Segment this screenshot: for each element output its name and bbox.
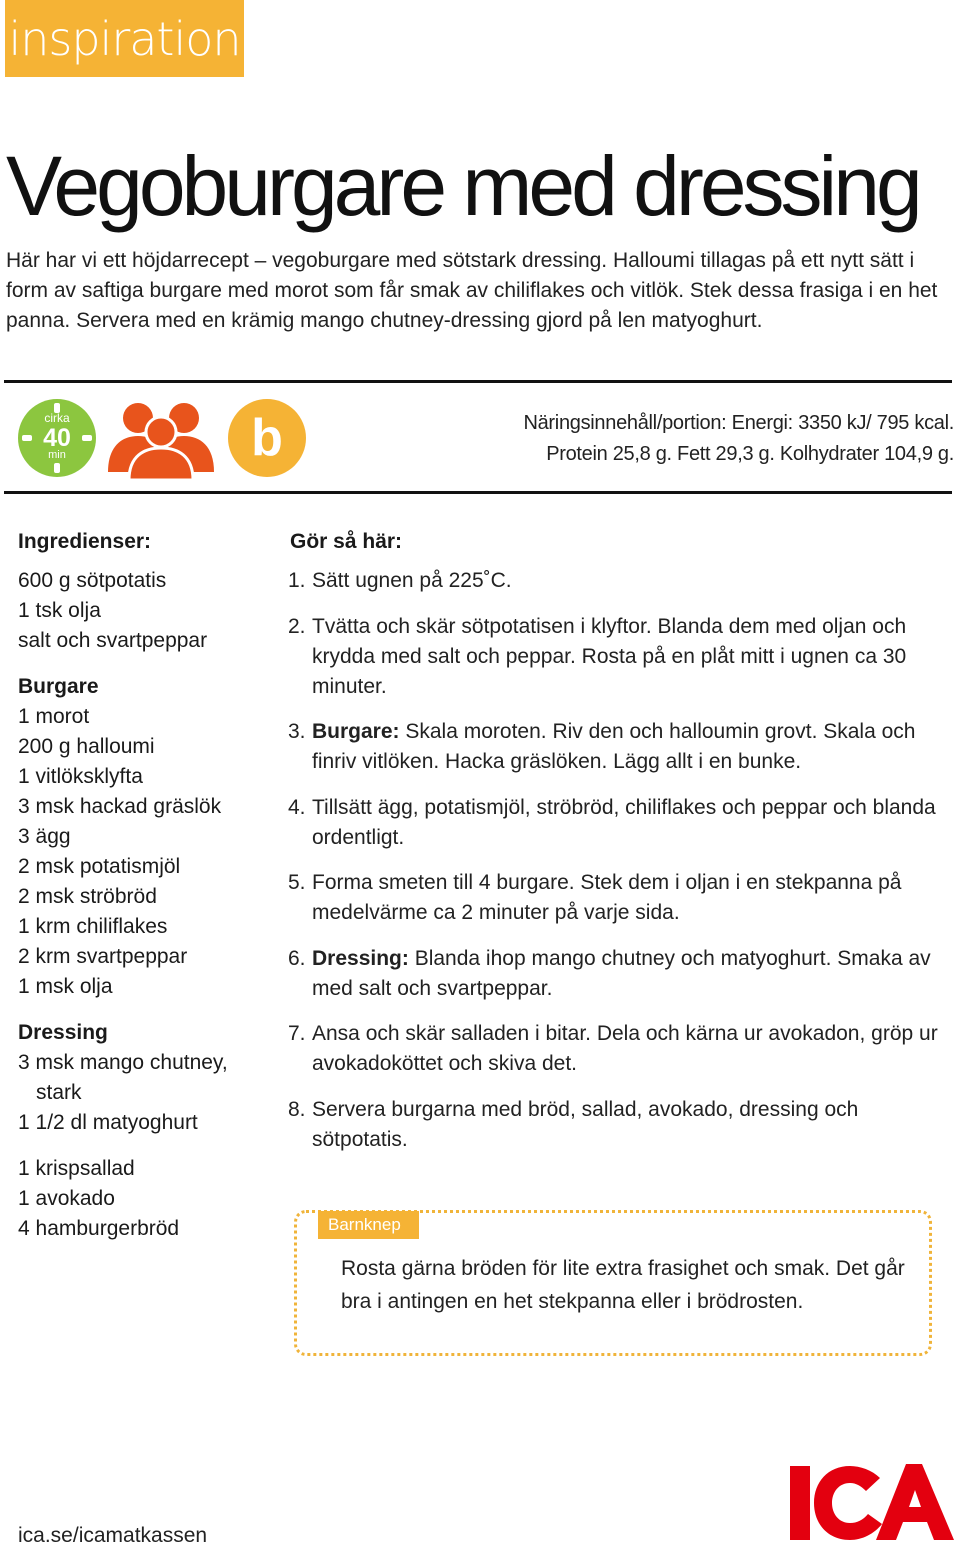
ingredient-item: 1 tsk olja	[18, 599, 101, 622]
tip-text: Rosta gärna bröden för lite extra frasighet och smak. Det går bra i antingen en het stekpanna eller i brödrosten.	[341, 1257, 905, 1313]
nutrition-energy: Energi: 3350 kJ/ 795 kcal.	[726, 412, 954, 434]
ingredient-item: 3 ägg	[18, 825, 71, 848]
step-text	[312, 1019, 948, 1079]
ingredient-group	[18, 566, 273, 656]
ingredient-group	[18, 1154, 273, 1244]
category-tag: inspiration	[5, 0, 244, 77]
ingredient-item: 1 krispsallad	[18, 1157, 135, 1180]
ingredient-group-heading: Dressing	[18, 1021, 108, 1044]
step-body: Blanda ihop mango chutney och matyoghurt. Smaka av med salt och svartpeppar.	[312, 946, 931, 1000]
divider-top	[4, 380, 952, 383]
time-unit: min	[48, 449, 66, 461]
steps-heading: Gör så här:	[290, 530, 403, 553]
ingredient-item: salt och svartpeppar	[18, 629, 208, 652]
nutrition-line-2: Protein 25,8 g. Fett 29,3 g. Kolhydrater 104,9 g.	[546, 443, 954, 465]
step-body: Skala moroten. Riv den och halloumin grovt. Skala och finriv vitlöken. Hacka gräslöken. Lägg allt i en bunke.	[312, 720, 916, 773]
nutrition-line-1	[484, 408, 954, 439]
ingredient-item: 1 avokado	[18, 1187, 115, 1210]
step-number: 4.	[288, 795, 306, 819]
step-body: Ansa och skär salladen i bitar. Dela och kärna ur avokadon, gröp ur avokadoköttet och skiva det.	[312, 1022, 938, 1075]
step-text	[312, 1095, 948, 1155]
step-body: Sätt ugnen på 225˚C.	[312, 569, 512, 592]
step-number: 3.	[288, 720, 306, 743]
step-text	[312, 566, 512, 596]
step-body: Forma smeten till 4 burgare. Stek dem i oljan i en stekpanna på medelvärme ca 2 minuter på varje sida.	[312, 871, 902, 924]
step-number: 6.	[288, 946, 306, 970]
step-number: 2.	[288, 614, 306, 638]
step-item	[288, 566, 948, 596]
step-lead: Dressing:	[312, 946, 409, 970]
recipe-intro: Här har vi ett höjdarrecept – vegoburgare med sötstark dressing. Halloumi tillagas på ett nytt sätt i form av saftiga burgare med morot som får smak av chiliflakes och vitlök. Stek dessa frasiga i en het panna. Servera med en krämig mango chutney-dressing gjord på len matyoghurt.	[6, 249, 938, 332]
ingredient-item: 3 msk mango chutney, stark	[18, 1051, 228, 1104]
ingredient-list	[18, 566, 273, 1260]
step-text	[312, 717, 948, 777]
step-text	[312, 868, 948, 928]
step-item	[288, 868, 948, 928]
ingredient-item: 1 morot	[18, 705, 90, 728]
footer-link[interactable]: ica.se/icamatkassen	[18, 1524, 208, 1547]
step-item	[288, 944, 948, 1004]
step-item	[288, 1095, 948, 1155]
step-body: Servera burgarna med bröd, sallad, avokado, dressing och sötpotatis.	[312, 1097, 859, 1151]
step-number: 1.	[288, 569, 306, 592]
step-item	[288, 793, 948, 853]
step-item	[288, 1019, 948, 1079]
step-item	[288, 612, 948, 702]
step-number: 5.	[288, 871, 306, 894]
ingredient-group	[18, 1018, 273, 1138]
step-text	[312, 944, 948, 1004]
ingredient-item: 600 g sötpotatis	[18, 569, 167, 592]
step-body: Tillsätt ägg, potatismjöl, ströbröd, chiliflakes och peppar och blanda ordentligt.	[312, 795, 936, 849]
ingredient-item: 1 msk olja	[18, 975, 113, 998]
ingredient-item: 4 hamburgerbröd	[18, 1217, 180, 1240]
step-text	[312, 612, 948, 702]
ingredient-item: 2 msk potatismjöl	[18, 855, 181, 878]
step-text	[312, 793, 948, 853]
ingredient-item: 2 msk ströbröd	[18, 885, 157, 908]
tip-label: Barnknep	[318, 1211, 419, 1239]
ingredients-heading: Ingredienser:	[18, 530, 152, 553]
nutrition-label: Näringsinnehåll/portion:	[523, 412, 727, 434]
clock-tick-icon	[54, 463, 60, 473]
ingredient-item: 1 vitlöksklyfta	[18, 765, 143, 788]
ingredient-item: 3 msk hackad gräslök	[18, 795, 222, 818]
step-item	[288, 717, 948, 777]
step-lead: Burgare:	[312, 720, 400, 743]
ingredient-item: 1 1/2 dl matyoghurt	[18, 1111, 198, 1134]
step-number: 7.	[288, 1022, 306, 1045]
ingredient-item: 200 g halloumi	[18, 735, 155, 758]
time-value: 40	[43, 424, 71, 452]
recipe-title: Vegoburgare med dressing	[6, 139, 919, 233]
divider-bottom	[4, 491, 952, 494]
difficulty-badge: b	[228, 399, 306, 477]
ingredient-group	[18, 672, 273, 1002]
step-body: Tvätta och skär sötpotatisen i klyftor. Blanda dem med oljan och krydda med salt och peppar. Rosta på en plåt mitt i ugnen ca 30 minuter.	[312, 614, 907, 698]
nutrition-info	[484, 408, 954, 470]
ingredient-group-heading: Burgare	[18, 675, 99, 698]
people-icon	[104, 398, 220, 480]
ica-logo	[788, 1460, 956, 1546]
time-badge	[18, 399, 96, 477]
ingredient-item: 1 krm chiliflakes	[18, 915, 168, 938]
ingredient-item: 2 krm svartpeppar	[18, 945, 188, 968]
step-number: 8.	[288, 1097, 306, 1121]
time-prefix: cirka	[44, 411, 70, 425]
step-list	[288, 566, 948, 1170]
